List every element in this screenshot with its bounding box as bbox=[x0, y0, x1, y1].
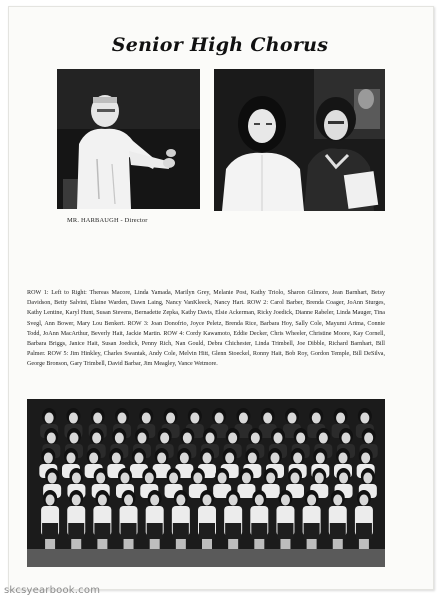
singer-face bbox=[115, 433, 124, 444]
singer-face bbox=[121, 473, 130, 484]
singer-face bbox=[333, 495, 342, 506]
page-title: Senior High Chorus bbox=[111, 34, 329, 56]
singer-skirt bbox=[330, 523, 346, 539]
photo-caption: MR. HARBAUGH - Director bbox=[67, 217, 148, 224]
singer-face bbox=[93, 413, 102, 424]
singer-face bbox=[274, 433, 283, 444]
singer-face bbox=[145, 473, 154, 484]
singer-face bbox=[203, 453, 212, 464]
singer-face bbox=[315, 473, 324, 484]
singer-face bbox=[316, 453, 325, 464]
singer-face bbox=[296, 433, 305, 444]
group-photo-image bbox=[27, 399, 385, 567]
singer-face bbox=[180, 453, 189, 464]
singer-legs bbox=[333, 539, 343, 549]
singer-face bbox=[228, 433, 237, 444]
singer-face bbox=[266, 473, 275, 484]
singer-skirt bbox=[68, 523, 84, 539]
singer-skirt bbox=[225, 523, 241, 539]
singer-face bbox=[69, 413, 78, 424]
singer-face bbox=[307, 495, 316, 506]
group-photo bbox=[27, 399, 385, 567]
singer-face bbox=[339, 453, 348, 464]
singer-face bbox=[92, 433, 101, 444]
singer-face bbox=[46, 495, 55, 506]
singer-face bbox=[183, 433, 192, 444]
singer-face bbox=[190, 413, 199, 424]
watermark: skcsyearbook.com bbox=[4, 585, 101, 596]
singer-face bbox=[248, 453, 257, 464]
roster-text: ROW 1: Left to Right: Thereas Macore, Linda Yamada, Marilyn Grey, Melanie Post, Kathy Triolo, Sharon Gilmore, Jean Barnhart, Betsy Davidson, Betty Salvini, Elaine Warden, Dawn Laing, Nancy VanKleeck, Nancy Hart. ROW 2: Carol Barber, Brenda Coager, JoAnn Sturges, Kathy Lentine, Karyl Hunt, Susan Stevens, Bernadette Zepka, Kathy Davis, Elsie Ackerman, Ricky Joedick, Dianne Rabeler, Linda Mauger, Tina Svegl, Ann Bower, Mary Lou Benkert. ROW 3: Joan Donofrio, Joyce Peletz, Brenda Rice, Barbara Hoy, Sally Cole, Mayumi Arima, Connie Todd, JoAnn MacArthur, Beverly Hait, Jackie Martin. ROW 4: Cordy Kawamoto, Eddie Decker, Chris Wheeler, Christine Moore, Kay Cornell, Barbara Briggs, Janice Hait, Susan Joedick, Penny Rich, Nan Gould, Debra Chichester, Linda Trimbell, Joe Dibble, Richard Barnhart, Bill Palmer. ROW 5: Jim Hinkley, Charles Swantak, Andy Cole, Melvin Hitt, Glenn Stoeckel, Ronny Hait, Bob Roy, Gordon Temple, Bill DeSilva, George Bronson, Gary Trimbell, David Barbar, Jim Meagley, Vance Wetmore. bbox=[27, 290, 385, 368]
singer-face bbox=[193, 473, 202, 484]
singer-face bbox=[48, 473, 57, 484]
singer-face bbox=[271, 453, 280, 464]
singer-face bbox=[89, 453, 98, 464]
singer-face bbox=[363, 473, 372, 484]
singer-face bbox=[157, 453, 166, 464]
singers-photo-image bbox=[214, 69, 385, 211]
singer-face bbox=[67, 453, 76, 464]
singer-legs bbox=[45, 539, 55, 549]
singer-face bbox=[281, 495, 290, 506]
singer-face bbox=[215, 413, 224, 424]
singer-legs bbox=[280, 539, 290, 549]
singer-skirt bbox=[94, 523, 110, 539]
singer-face bbox=[218, 473, 227, 484]
singer-skirt bbox=[251, 523, 267, 539]
singer-face bbox=[342, 433, 351, 444]
singer-legs bbox=[71, 539, 81, 549]
singer-face bbox=[47, 433, 56, 444]
singer-face bbox=[206, 433, 215, 444]
singer-face bbox=[336, 413, 345, 424]
singer-legs bbox=[254, 539, 264, 549]
singer-skirt bbox=[121, 523, 137, 539]
singer-legs bbox=[228, 539, 238, 549]
singer-face bbox=[135, 453, 144, 464]
singer-skirt bbox=[147, 523, 163, 539]
singer-face bbox=[72, 473, 81, 484]
singer-skirt bbox=[199, 523, 215, 539]
director-photo bbox=[57, 69, 200, 209]
singer-legs bbox=[176, 539, 186, 549]
singer-face bbox=[166, 413, 175, 424]
singer-face bbox=[44, 453, 53, 464]
singer-face bbox=[203, 495, 212, 506]
singer-legs bbox=[307, 539, 317, 549]
singer-face bbox=[138, 433, 147, 444]
singer-face bbox=[72, 495, 81, 506]
singer-face bbox=[70, 433, 79, 444]
singer-face bbox=[339, 473, 348, 484]
singer-face bbox=[319, 433, 328, 444]
singer-skirt bbox=[304, 523, 320, 539]
singer-face bbox=[288, 413, 297, 424]
singer-face bbox=[169, 473, 178, 484]
singer-face bbox=[229, 495, 238, 506]
singer-face bbox=[96, 473, 105, 484]
singer-skirt bbox=[356, 523, 372, 539]
singer-face bbox=[45, 413, 54, 424]
singer-legs bbox=[150, 539, 160, 549]
singer-face bbox=[150, 495, 159, 506]
singer-face bbox=[118, 413, 127, 424]
singer-face bbox=[98, 495, 107, 506]
singer-face bbox=[291, 473, 300, 484]
singer-face bbox=[251, 433, 260, 444]
singer-face bbox=[255, 495, 264, 506]
singer-face bbox=[361, 453, 370, 464]
singer-skirt bbox=[42, 523, 58, 539]
singer-skirt bbox=[173, 523, 189, 539]
singer-face bbox=[293, 453, 302, 464]
singer-face bbox=[176, 495, 185, 506]
singer-face bbox=[239, 413, 248, 424]
singer-face bbox=[160, 433, 169, 444]
singer-face bbox=[225, 453, 234, 464]
singers-photo bbox=[214, 69, 385, 211]
singer-legs bbox=[202, 539, 212, 549]
singer-face bbox=[112, 453, 121, 464]
singer-legs bbox=[97, 539, 107, 549]
singer-face bbox=[263, 413, 272, 424]
singer-face bbox=[124, 495, 133, 506]
singer-face bbox=[360, 413, 369, 424]
singer-legs bbox=[359, 539, 369, 549]
singer-face bbox=[142, 413, 151, 424]
singer-legs bbox=[124, 539, 134, 549]
singer-skirt bbox=[277, 523, 293, 539]
director-photo-image bbox=[57, 69, 200, 209]
singer-face bbox=[242, 473, 251, 484]
singer-face bbox=[359, 495, 368, 506]
singer-face bbox=[364, 433, 373, 444]
singer-face bbox=[312, 413, 321, 424]
